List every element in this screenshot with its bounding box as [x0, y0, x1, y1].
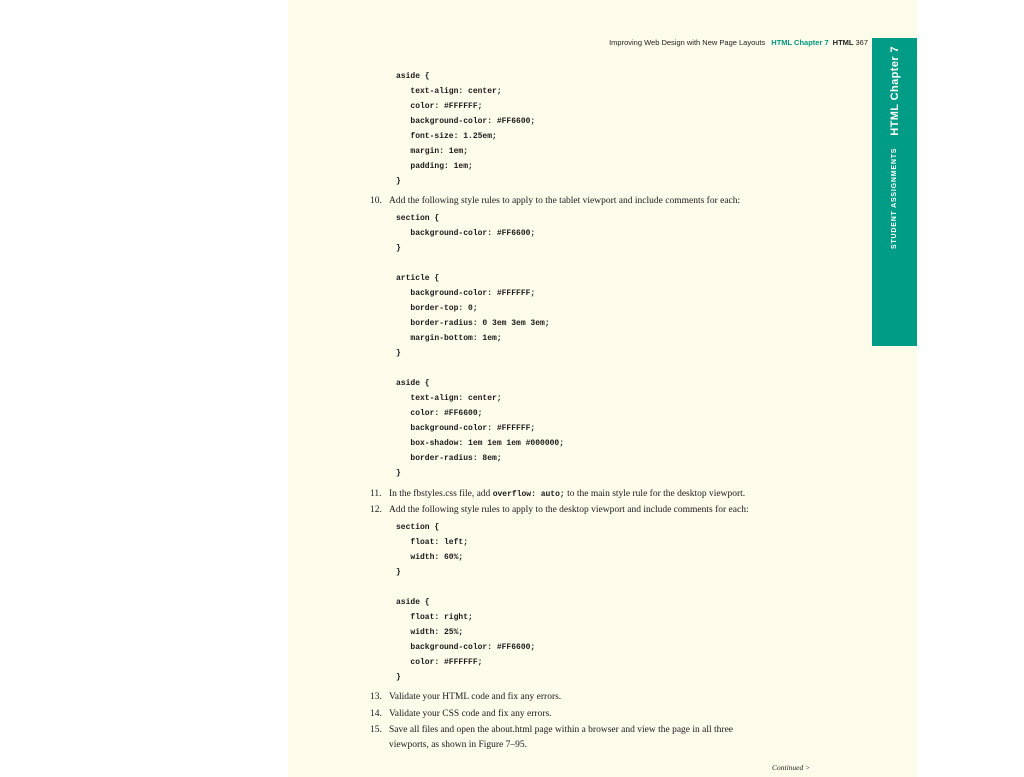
code-line: }	[396, 177, 401, 186]
code-line: width: 60%;	[396, 553, 464, 562]
code-line: }	[396, 349, 401, 358]
step-11: 11. In the fbstyles.css file, add overflow: auto; to the main style rule for the desktop viewport.	[370, 489, 746, 499]
continued-note: Continued >	[772, 763, 811, 772]
header-book-label: HTML	[832, 38, 854, 47]
code-line: article {	[396, 274, 440, 283]
code-line: font-size: 1.25em;	[396, 132, 497, 141]
code-line: float: right;	[396, 613, 473, 622]
code-block-section-desktop	[396, 520, 468, 580]
step-14: 14. Validate your CSS code and fix any errors.	[370, 709, 552, 719]
code-line: border-radius: 0 3em 3em 3em;	[396, 319, 550, 328]
code-line: border-radius: 8em;	[396, 454, 502, 463]
step-10: 10. Add the following style rules to apply to the tablet viewport and include comments for each:	[370, 196, 741, 206]
code-block-aside-desktop	[396, 595, 535, 685]
code-line: }	[396, 469, 401, 478]
chapter-side-tab	[872, 38, 917, 346]
side-tab-chapter-label: HTML Chapter 7	[888, 46, 901, 136]
side-tab-section-label: STUDENT ASSIGNMENTS	[891, 147, 898, 250]
code-line: width: 25%;	[396, 628, 464, 637]
code-line: section {	[396, 523, 440, 532]
code-line: color: #FFFFFF;	[396, 658, 483, 667]
code-line: background-color: #FFFFFF;	[396, 289, 536, 298]
code-line: padding: 1em;	[396, 162, 473, 171]
code-line: margin-bottom: 1em;	[396, 334, 502, 343]
code-line: aside {	[396, 598, 430, 607]
running-title: Improving Web Design with New Page Layouts	[609, 38, 766, 47]
code-line: }	[396, 244, 401, 253]
code-line: color: #FF6600;	[396, 409, 483, 418]
code-line: aside {	[396, 379, 430, 388]
running-header	[609, 38, 868, 47]
step-13: 13. Validate your HTML code and fix any errors.	[370, 692, 562, 702]
code-line: aside {	[396, 72, 430, 81]
code-line: }	[396, 568, 401, 577]
page-number: 367	[855, 38, 868, 47]
code-line: background-color: #FF6600;	[396, 643, 536, 652]
header-chapter-label: HTML Chapter 7	[771, 38, 829, 47]
code-line: float: left;	[396, 538, 469, 547]
code-line: box-shadow: 1em 1em 1em #000000;	[396, 439, 565, 448]
code-line: background-color: #FF6600;	[396, 117, 536, 126]
code-block-aside-1	[396, 69, 535, 189]
step-12: 12. Add the following style rules to apply to the desktop viewport and include comments for each:	[370, 505, 749, 515]
code-line: section {	[396, 214, 440, 223]
code-line: border-top: 0;	[396, 304, 478, 313]
code-line: margin: 1em;	[396, 147, 469, 156]
code-block-aside-tablet	[396, 376, 564, 481]
code-line: color: #FFFFFF;	[396, 102, 483, 111]
code-line: text-align: center;	[396, 87, 502, 96]
code-block-section-tablet	[396, 211, 535, 256]
code-line: background-color: #FF6600;	[396, 229, 536, 238]
code-line: }	[396, 673, 401, 682]
book-page	[288, 0, 917, 777]
code-line: background-color: #FFFFFF;	[396, 424, 536, 433]
code-block-article-tablet	[396, 271, 550, 361]
inline-code-overflow: overflow: auto;	[492, 490, 565, 499]
code-line: text-align: center;	[396, 394, 502, 403]
step-15: 15. Save all files and open the about.html page within a browser and view the page in all three viewports, as shown in Figure 7–95.	[370, 725, 734, 750]
